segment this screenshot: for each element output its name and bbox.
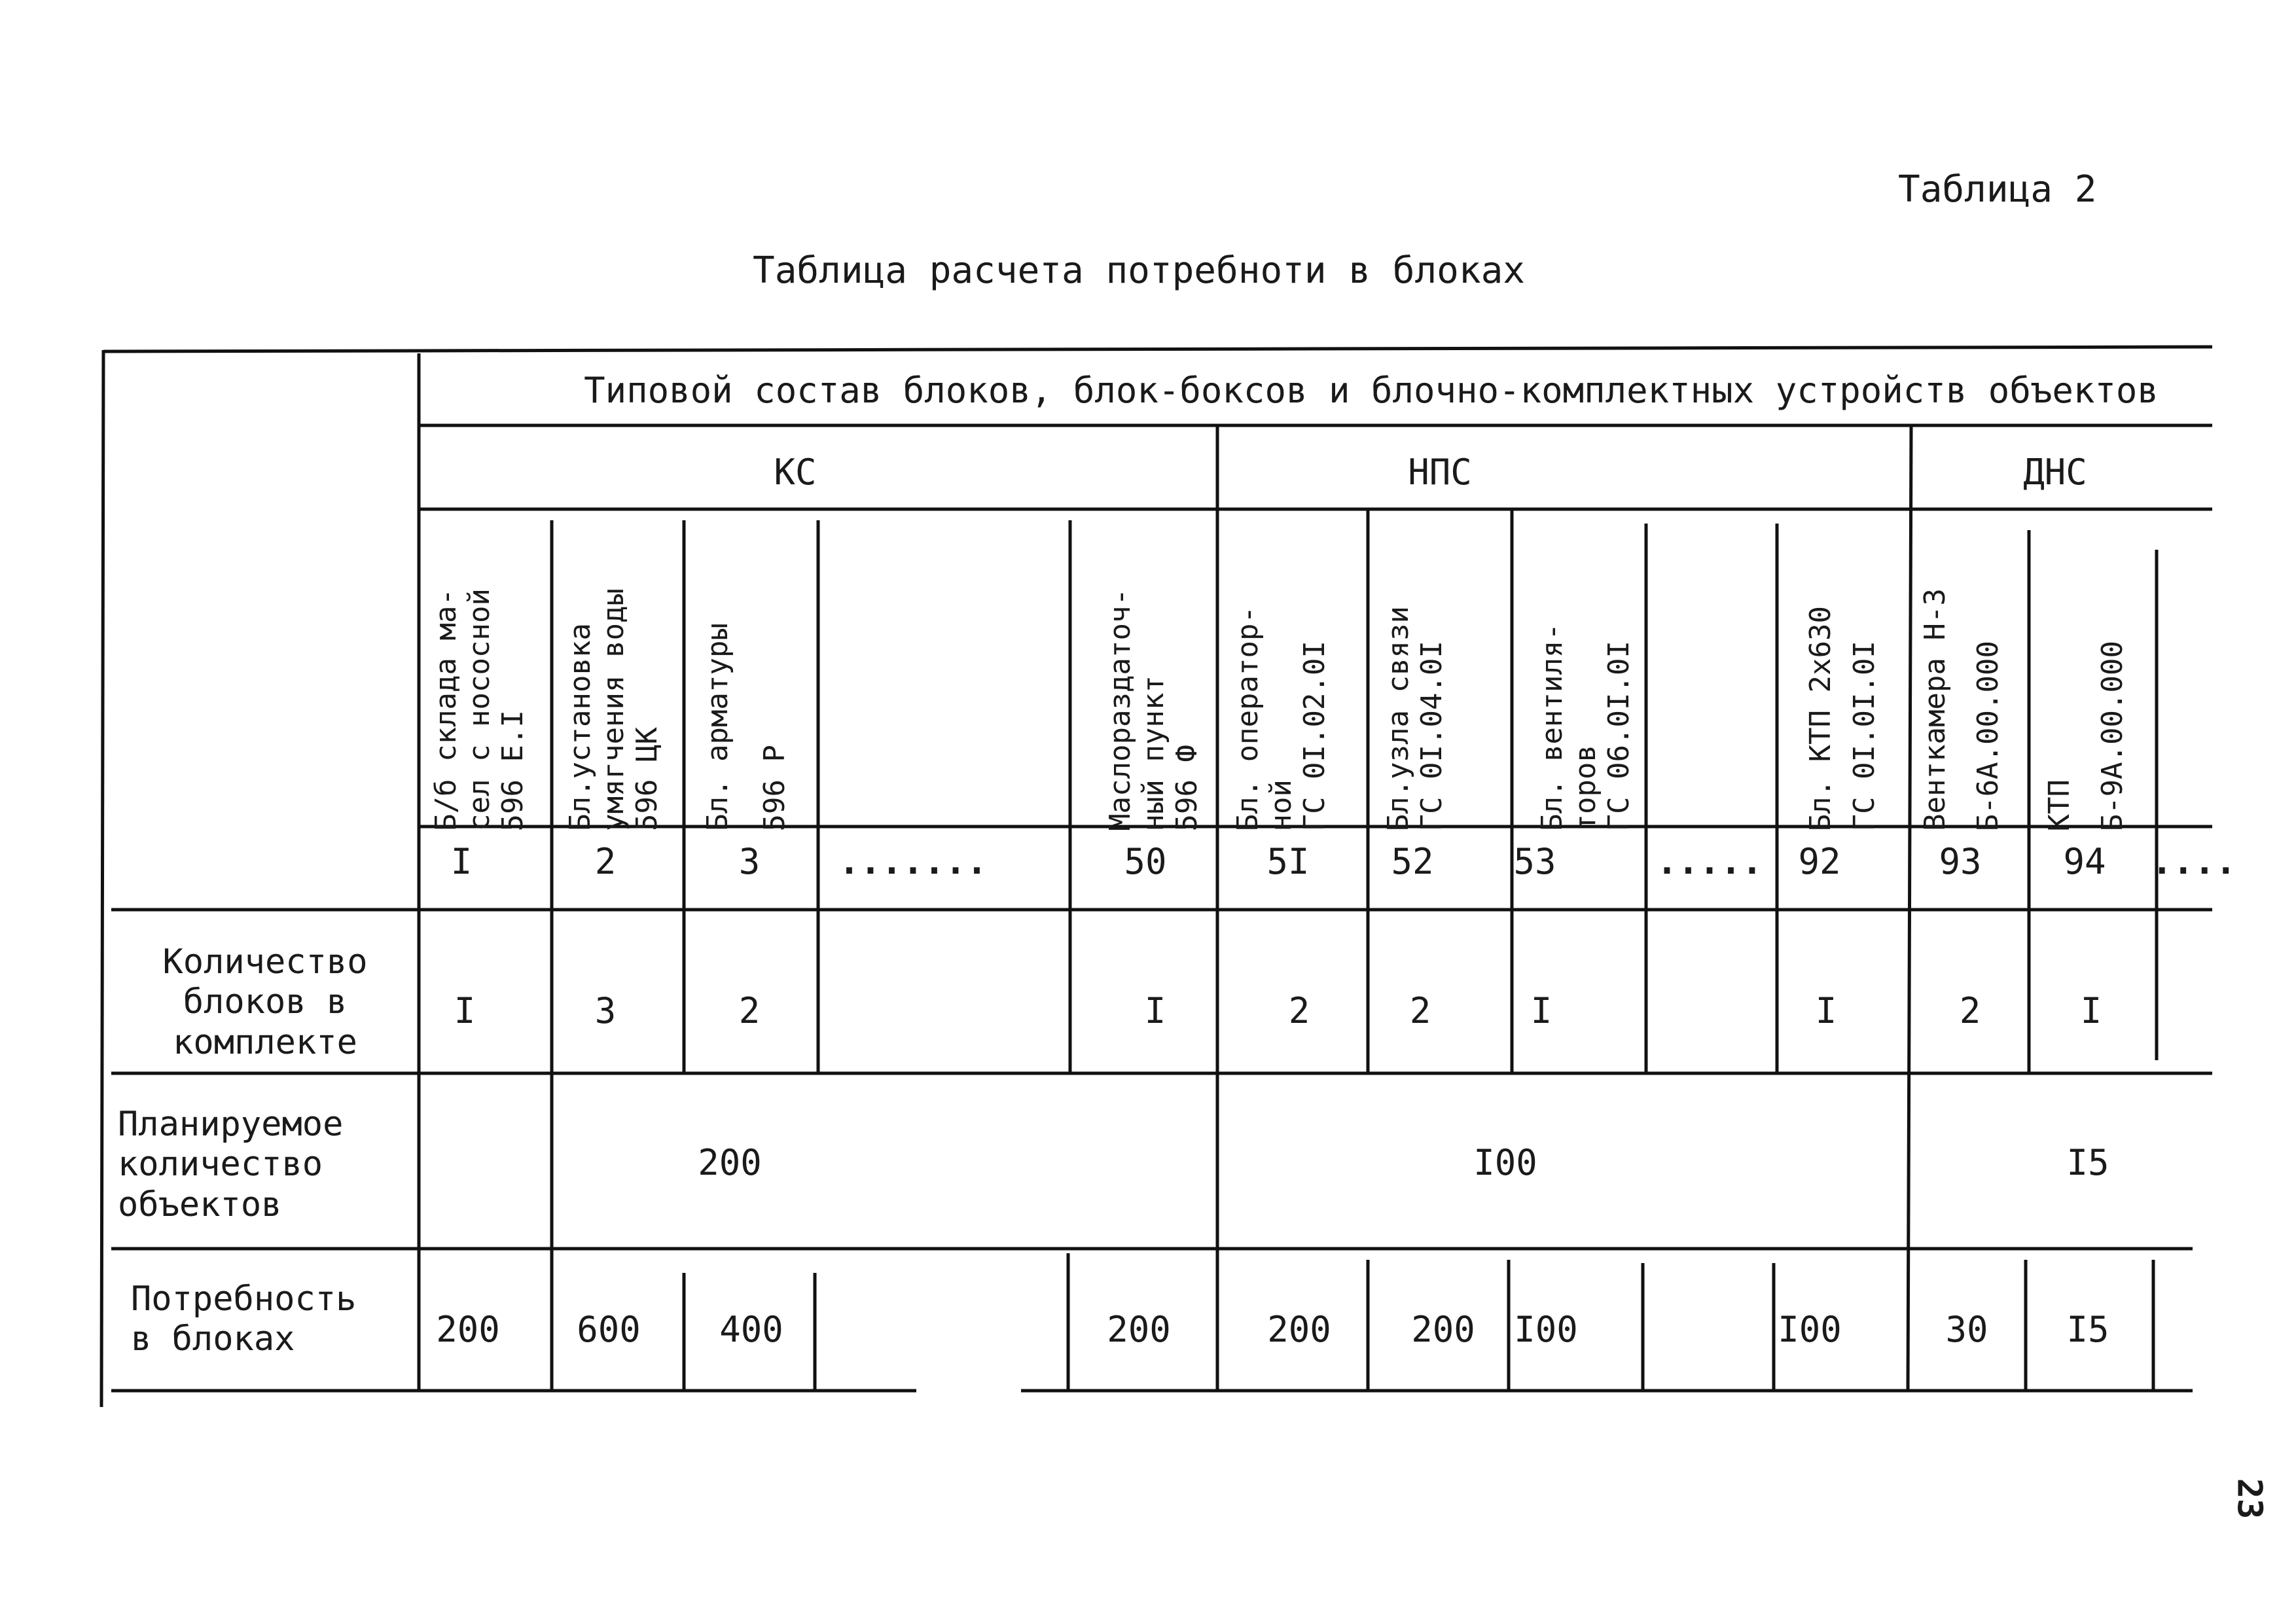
- col-number: 3: [738, 841, 761, 882]
- col-ellipsis: .....: [1656, 841, 1763, 882]
- column-name-2: Бл.установка умягчения воды 596 ЦК: [564, 588, 664, 831]
- row-label-qty: Количество блоков в комплекте: [162, 942, 368, 1062]
- col-number: I: [450, 841, 473, 882]
- col-number: 94: [2063, 841, 2106, 882]
- column-name-53: Бл. вентиля- торов ГС 06.0I.0I: [1535, 623, 1636, 831]
- group-dns: ДНС: [2023, 452, 2087, 493]
- col-number: 50: [1124, 841, 1167, 882]
- header-top: Типовой состав блоков, блок-боксов и блочно-комплектных устройств объектов: [584, 370, 2159, 411]
- col-number: 52: [1391, 841, 1434, 882]
- col-number: 2: [594, 841, 617, 882]
- need-cell: 200: [436, 1309, 500, 1350]
- col-number: 92: [1798, 841, 1841, 882]
- need-cell: 400: [719, 1309, 783, 1350]
- need-cell: 200: [1267, 1309, 1331, 1350]
- need-cell: I5: [2066, 1309, 2109, 1350]
- column-name-92: Бл. КТП 2х630 ГС 0I.0I.0I: [1804, 605, 1882, 831]
- column-name-94: КТП Б-9А.00.000: [2043, 640, 2130, 831]
- column-name-3: Бл. арматуры 596 Р: [701, 623, 792, 831]
- page-number: 23: [2229, 1478, 2269, 1520]
- planned-nps: I00: [1473, 1142, 1537, 1183]
- column-name-1: Б/б склада ма- сел с нососной 596 Е.I: [429, 588, 530, 831]
- col-ellipsis: ....: [2151, 841, 2237, 882]
- col-number: 53: [1513, 841, 1556, 882]
- need-cell: I00: [1514, 1309, 1578, 1350]
- column-name-93: Венткамера Н-3 Б-6А.00.000: [1918, 588, 2005, 831]
- table-label: Таблица 2: [1898, 168, 2097, 211]
- need-cell: 600: [577, 1309, 641, 1350]
- qty-cell: I: [1530, 990, 1552, 1031]
- planned-ks: 200: [698, 1142, 762, 1183]
- qty-cell: 2: [738, 990, 761, 1031]
- page-title: Таблица расчета потребноти в блоках: [753, 249, 1526, 292]
- need-cell: 200: [1411, 1309, 1475, 1350]
- row-label-planned: Планируемое количество объектов: [118, 1105, 344, 1224]
- qty-cell: I: [2080, 990, 2102, 1031]
- col-ellipsis: .......: [838, 841, 988, 882]
- need-cell: 30: [1945, 1309, 1988, 1350]
- column-name-50: Маслораздаточ- ный пункт 596 Ф: [1103, 588, 1204, 831]
- group-ks: КС: [774, 452, 817, 493]
- qty-cell: I: [1815, 990, 1837, 1031]
- planned-dns: I5: [2066, 1142, 2109, 1183]
- qty-cell: I: [1144, 990, 1166, 1031]
- qty-cell: 2: [1288, 990, 1310, 1031]
- column-name-51: Бл. оператор- ной ГС 0I.02.0I: [1231, 605, 1332, 831]
- col-number: 93: [1939, 841, 1982, 882]
- qty-cell: 3: [594, 990, 617, 1031]
- row-label-need: Потребность в блоках: [131, 1279, 357, 1359]
- column-name-52: Бл.узла связи ГС 0I.04.0I: [1382, 605, 1449, 831]
- qty-cell: 2: [1959, 990, 1981, 1031]
- need-cell: 200: [1107, 1309, 1171, 1350]
- need-cell: I00: [1778, 1309, 1842, 1350]
- group-nps: НПС: [1408, 452, 1472, 493]
- qty-cell: I: [454, 990, 476, 1031]
- qty-cell: 2: [1409, 990, 1431, 1031]
- col-number: 5I: [1266, 841, 1310, 882]
